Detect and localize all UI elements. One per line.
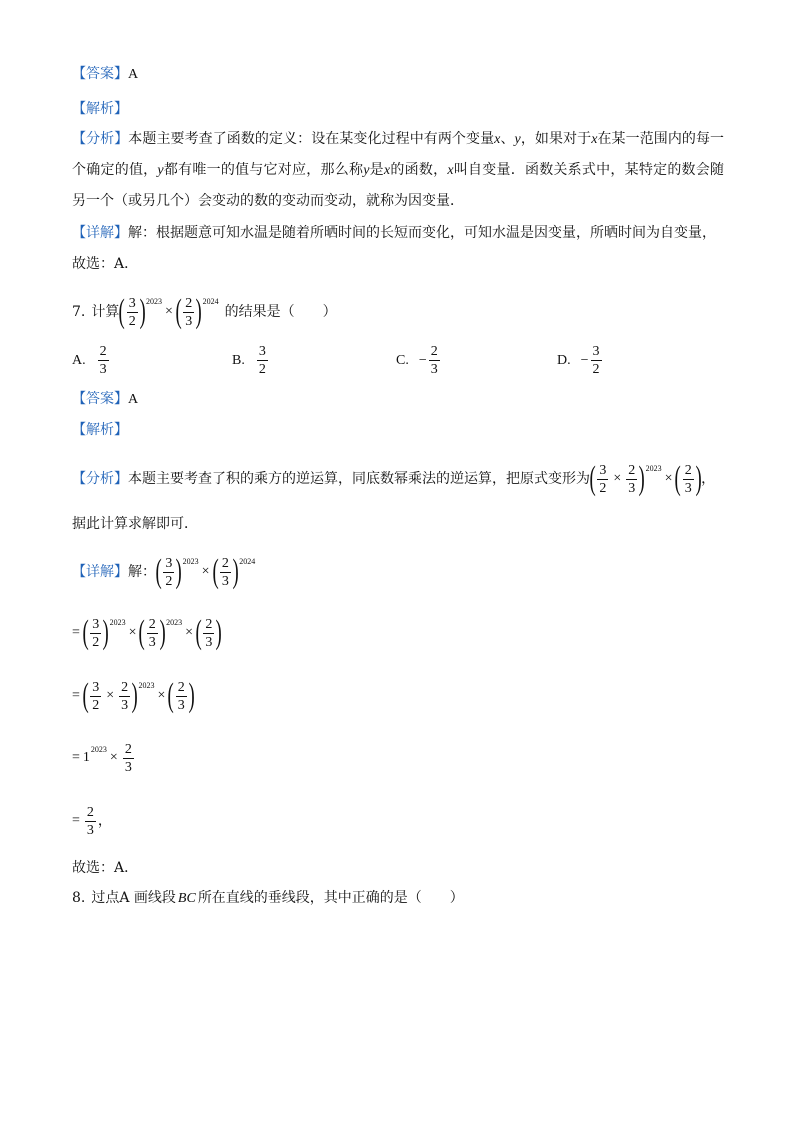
variable-y: y <box>157 163 164 178</box>
q7-fenxi-continuation: 据此计算求解即可． <box>72 516 198 532</box>
fenxi-text: 本题主要考查了积的乘方的逆运算，同底数幂乘法的逆运算，把原式变形为 <box>128 471 590 487</box>
detail-text: 解：根据题意可知水温是随着所晒时间的长短而变化，可知水温是因变量，所晒时间为自变量， <box>128 225 716 241</box>
stem-text: 过点A 画线段 <box>91 890 176 906</box>
q6-analysis-heading <box>72 99 128 119</box>
analysis-tag: 【解析】 <box>72 422 128 438</box>
segment-label: BC <box>177 891 196 906</box>
q7-detail-step-5: = $\frac{2}{3}$ ， <box>72 804 112 838</box>
q7-stem <box>72 290 337 334</box>
option-label: D. <box>557 352 571 368</box>
answer-value: A <box>128 67 139 82</box>
math-expression: ( $\frac{3}{2}$ ) 2023 × ( $\frac{2}{3}$ ) 2024 <box>118 293 219 330</box>
q7-detail-step-4: = 1 2023 × $\frac{2}{3}$ <box>72 741 132 775</box>
variable-x: x <box>383 163 391 178</box>
q6-conclusion: 故选：A． <box>72 256 139 272</box>
fenxi-tag: 【分析】 <box>72 471 128 487</box>
fenxi-tag: 【分析】 <box>72 131 129 147</box>
math-expression: ( $\frac{3}{2}$ × $\frac{2}{3}$ ) 2023 × ( $\frac{2}{3}$ ) <box>589 460 702 497</box>
fenxi-text: ，如果对于 <box>520 131 592 147</box>
option-label: A. <box>72 352 86 368</box>
q7-detail-step-3: = ( $\frac{3}{2}$ × $\frac{2}{3}$ ) 2023 × ( $\frac{2}{3}$ ) <box>72 677 195 714</box>
q6-answer-line <box>72 64 138 85</box>
option-b[interactable]: B. $\frac{3}{2}$ <box>232 344 266 377</box>
fenxi-text: 的函数， <box>390 162 448 178</box>
analysis-tag: 【解析】 <box>72 101 128 117</box>
variable-x: x <box>591 132 598 147</box>
option-label: B. <box>232 352 245 368</box>
q6-detail-line <box>72 223 716 243</box>
stem-text: 所在直线的垂线段，其中正确的是（ ） <box>197 890 464 906</box>
option-a[interactable]: A. $\frac{2}{3}$ <box>72 344 107 377</box>
fenxi-text: 在某一范围内的每一个确定的值， <box>72 131 725 178</box>
q7-detail-step-1: 【详解】 解： ( $\frac{3}{2}$ ) 2023 × ( $\frac{2}{3}$ ) 2024 <box>72 553 256 590</box>
detail-tag: 【详解】 <box>72 225 128 241</box>
fenxi-text: 都有唯一的值与它对应，那么称 <box>163 162 364 178</box>
q7-conclusion: 故选：A． <box>72 860 139 876</box>
option-label: C. <box>396 352 409 368</box>
q7-analysis-heading <box>72 420 128 440</box>
option-c[interactable]: C. − $\frac{2}{3}$ <box>396 344 438 377</box>
question-number: 8. <box>72 890 86 906</box>
variable-x: x <box>447 163 454 178</box>
answer-tag: 【答案】 <box>72 391 128 407</box>
variable-y: y <box>514 132 521 147</box>
q6-fenxi-paragraph <box>72 124 724 217</box>
stem-text: 计算 <box>91 304 120 320</box>
q7-detail-step-2: = ( $\frac{3}{2}$ ) 2023 × ( $\frac{2}{3}$ ) 2023 × ( $\frac{2}{3}$ ) <box>72 614 223 651</box>
variable-x: x <box>494 132 501 147</box>
stem-text: 的结果是（ ） <box>224 304 337 320</box>
option-d[interactable]: D. − $\frac{3}{2}$ <box>557 344 600 377</box>
q7-fenxi-line: 【分析】 本题主要考查了积的乘方的逆运算，同底数幂乘法的逆运算，把原式变形为 ( $\frac{3}{2}$ × $\frac{2}{3}$ ) 2023 × ( $\frac{2}{3}$ ) ， <box>72 460 716 497</box>
q8-stem <box>72 888 464 909</box>
answer-value: A <box>128 392 139 407</box>
variable-y: y <box>363 163 370 178</box>
fenxi-text: 是 <box>369 162 384 178</box>
detail-tag: 【详解】 <box>72 564 128 580</box>
fenxi-text: 叫自变量．函数关系式中，某特定的数会随另一个（或另几个）会变动的数的变动而变动，就称为因变量． <box>72 162 725 209</box>
fenxi-text: 本题主要考查了函数的定义：设在某变化过程中有两个变量 <box>128 131 495 147</box>
detail-text: 解： <box>128 564 156 580</box>
question-number: 7. <box>72 304 86 320</box>
separator: 、 <box>500 131 515 147</box>
q7-answer-line <box>72 389 138 410</box>
answer-tag: 【答案】 <box>72 66 128 82</box>
